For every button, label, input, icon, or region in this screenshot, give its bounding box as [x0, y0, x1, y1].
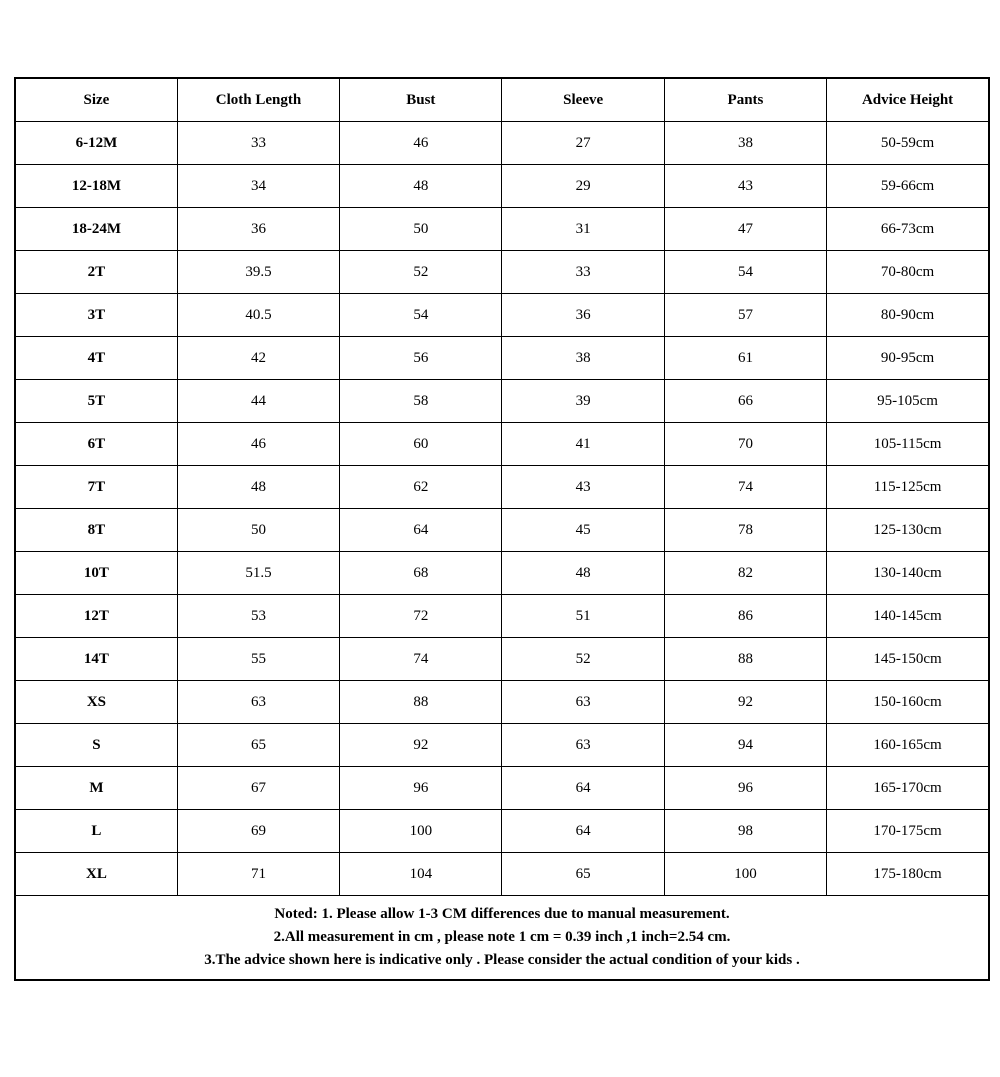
table-row — [15, 208, 989, 251]
value-cell: 125-130cm — [827, 509, 989, 552]
table-row — [15, 810, 989, 853]
table-row — [15, 337, 989, 380]
size-cell: 10T — [15, 552, 177, 595]
value-cell: 45 — [502, 509, 664, 552]
table-row — [15, 552, 989, 595]
size-cell: 7T — [15, 466, 177, 509]
value-cell: 55 — [177, 638, 339, 681]
value-cell: 63 — [177, 681, 339, 724]
value-cell: 96 — [664, 767, 826, 810]
value-cell: 43 — [664, 165, 826, 208]
size-cell: 14T — [15, 638, 177, 681]
value-cell: 150-160cm — [827, 681, 989, 724]
value-cell: 90-95cm — [827, 337, 989, 380]
value-cell: 40.5 — [177, 294, 339, 337]
value-cell: 64 — [340, 509, 502, 552]
size-cell: 3T — [15, 294, 177, 337]
table-row — [15, 165, 989, 208]
size-cell: L — [15, 810, 177, 853]
size-cell: 8T — [15, 509, 177, 552]
value-cell: 43 — [502, 466, 664, 509]
table-row — [15, 638, 989, 681]
size-cell: XS — [15, 681, 177, 724]
value-cell: 63 — [502, 681, 664, 724]
value-cell: 48 — [340, 165, 502, 208]
value-cell: 31 — [502, 208, 664, 251]
value-cell: 56 — [340, 337, 502, 380]
value-cell: 65 — [177, 724, 339, 767]
table-row — [15, 724, 989, 767]
value-cell: 66 — [664, 380, 826, 423]
column-header-size: Size — [15, 78, 177, 122]
value-cell: 36 — [502, 294, 664, 337]
value-cell: 72 — [340, 595, 502, 638]
value-cell: 98 — [664, 810, 826, 853]
value-cell: 34 — [177, 165, 339, 208]
value-cell: 42 — [177, 337, 339, 380]
value-cell: 64 — [502, 767, 664, 810]
value-cell: 100 — [664, 853, 826, 896]
table-row — [15, 380, 989, 423]
value-cell: 74 — [664, 466, 826, 509]
value-cell: 82 — [664, 552, 826, 595]
value-cell: 95-105cm — [827, 380, 989, 423]
value-cell: 130-140cm — [827, 552, 989, 595]
value-cell: 47 — [664, 208, 826, 251]
table-row — [15, 509, 989, 552]
value-cell: 54 — [340, 294, 502, 337]
size-chart-header — [15, 78, 989, 122]
column-header-bust: Bust — [340, 78, 502, 122]
notes-row — [15, 896, 989, 981]
notes-cell — [15, 896, 989, 981]
table-row — [15, 853, 989, 896]
value-cell: 54 — [664, 251, 826, 294]
value-cell: 66-73cm — [827, 208, 989, 251]
table-row — [15, 251, 989, 294]
size-cell: 6-12M — [15, 122, 177, 165]
value-cell: 38 — [502, 337, 664, 380]
value-cell: 175-180cm — [827, 853, 989, 896]
value-cell: 48 — [177, 466, 339, 509]
value-cell: 52 — [502, 638, 664, 681]
size-cell: 18-24M — [15, 208, 177, 251]
value-cell: 59-66cm — [827, 165, 989, 208]
size-chart-table — [14, 77, 990, 981]
value-cell: 46 — [177, 423, 339, 466]
value-cell: 63 — [502, 724, 664, 767]
value-cell: 86 — [664, 595, 826, 638]
note-line-2: 2.All measurement in cm , please note 1 cm = 0.39 inch ,1 inch=2.54 cm. — [273, 929, 731, 945]
value-cell: 68 — [340, 552, 502, 595]
value-cell: 64 — [502, 810, 664, 853]
table-row — [15, 122, 989, 165]
value-cell: 48 — [502, 552, 664, 595]
value-cell: 58 — [340, 380, 502, 423]
value-cell: 60 — [340, 423, 502, 466]
value-cell: 71 — [177, 853, 339, 896]
value-cell: 105-115cm — [827, 423, 989, 466]
value-cell: 145-150cm — [827, 638, 989, 681]
value-cell: 78 — [664, 509, 826, 552]
value-cell: 36 — [177, 208, 339, 251]
value-cell: 140-145cm — [827, 595, 989, 638]
size-cell: 4T — [15, 337, 177, 380]
column-header-advice-height: Advice Height — [827, 78, 989, 122]
value-cell: 53 — [177, 595, 339, 638]
value-cell: 52 — [340, 251, 502, 294]
value-cell: 57 — [664, 294, 826, 337]
size-cell: XL — [15, 853, 177, 896]
size-chart-footer — [15, 896, 989, 981]
size-cell: 12-18M — [15, 165, 177, 208]
value-cell: 94 — [664, 724, 826, 767]
value-cell: 46 — [340, 122, 502, 165]
size-cell: S — [15, 724, 177, 767]
size-cell: 6T — [15, 423, 177, 466]
value-cell: 38 — [664, 122, 826, 165]
value-cell: 104 — [340, 853, 502, 896]
value-cell: 96 — [340, 767, 502, 810]
value-cell: 50 — [177, 509, 339, 552]
value-cell: 74 — [340, 638, 502, 681]
value-cell: 92 — [340, 724, 502, 767]
table-row — [15, 423, 989, 466]
value-cell: 39 — [502, 380, 664, 423]
table-row — [15, 294, 989, 337]
value-cell: 115-125cm — [827, 466, 989, 509]
value-cell: 33 — [177, 122, 339, 165]
value-cell: 51 — [502, 595, 664, 638]
value-cell: 65 — [502, 853, 664, 896]
size-cell: 5T — [15, 380, 177, 423]
value-cell: 50-59cm — [827, 122, 989, 165]
value-cell: 165-170cm — [827, 767, 989, 810]
table-row — [15, 595, 989, 638]
size-cell: M — [15, 767, 177, 810]
value-cell: 27 — [502, 122, 664, 165]
value-cell: 44 — [177, 380, 339, 423]
value-cell: 160-165cm — [827, 724, 989, 767]
table-row — [15, 681, 989, 724]
value-cell: 41 — [502, 423, 664, 466]
value-cell: 92 — [664, 681, 826, 724]
value-cell: 29 — [502, 165, 664, 208]
note-line-1: Noted: 1. Please allow 1-3 CM differences due to manual measurement. — [274, 906, 730, 922]
value-cell: 69 — [177, 810, 339, 853]
size-chart-body — [15, 122, 989, 896]
column-header-pants: Pants — [664, 78, 826, 122]
size-cell: 2T — [15, 251, 177, 294]
note-line-3: 3.The advice shown here is indicative only . Please consider the actual condition of your kids . — [204, 952, 800, 968]
value-cell: 100 — [340, 810, 502, 853]
table-row — [15, 767, 989, 810]
value-cell: 33 — [502, 251, 664, 294]
value-cell: 88 — [340, 681, 502, 724]
value-cell: 70-80cm — [827, 251, 989, 294]
value-cell: 88 — [664, 638, 826, 681]
value-cell: 170-175cm — [827, 810, 989, 853]
column-header-cloth-length: Cloth Length — [177, 78, 339, 122]
column-header-sleeve: Sleeve — [502, 78, 664, 122]
value-cell: 70 — [664, 423, 826, 466]
value-cell: 80-90cm — [827, 294, 989, 337]
header-row — [15, 78, 989, 122]
value-cell: 67 — [177, 767, 339, 810]
value-cell: 62 — [340, 466, 502, 509]
table-row — [15, 466, 989, 509]
value-cell: 61 — [664, 337, 826, 380]
size-cell: 12T — [15, 595, 177, 638]
value-cell: 39.5 — [177, 251, 339, 294]
value-cell: 51.5 — [177, 552, 339, 595]
value-cell: 50 — [340, 208, 502, 251]
